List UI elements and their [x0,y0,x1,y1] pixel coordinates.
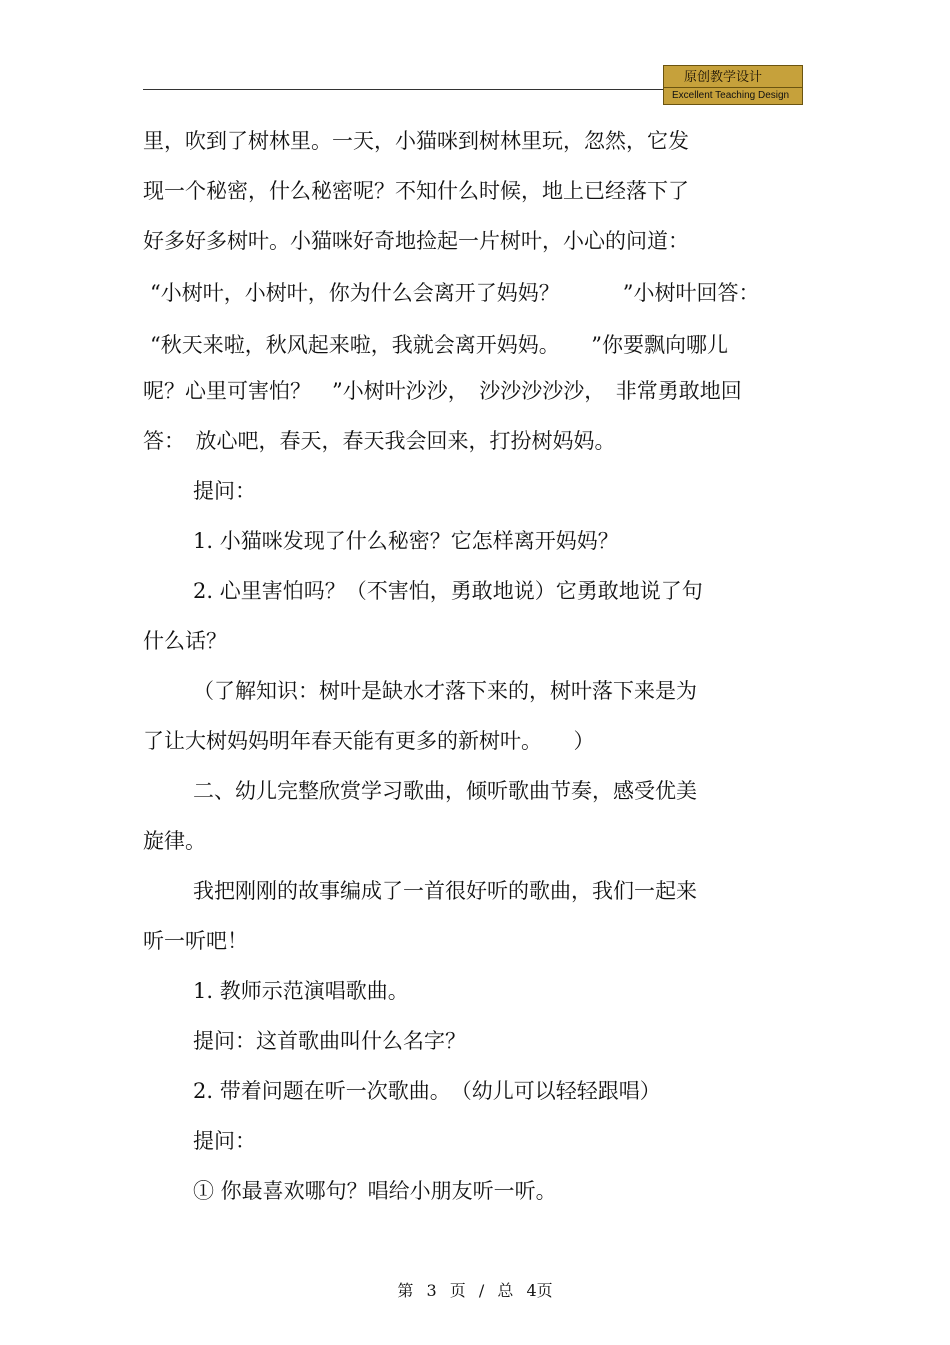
page-footer [0,1278,950,1301]
footer-page-current: 3 [426,1281,437,1300]
body-line: 答： 放心吧，春天，春天我会回来，打扮树妈妈。 [143,429,616,453]
body-line: 呢？心里可害怕？ ”小树叶沙沙， 沙沙沙沙沙， 非常勇敢地回 [143,379,742,403]
body-line: 什么话？ [143,629,227,653]
body-line: “小树叶，小树叶，你为什么会离开了妈妈？ ”小树叶回答： [150,281,760,305]
body-line: 我把刚刚的故事编成了一首很好听的歌曲，我们一起来 [193,879,697,903]
body-line: 二、幼儿完整欣赏学习歌曲，倾听歌曲节奏，感受优美 [193,779,697,803]
body-line: （了解知识：树叶是缺水才落下来的，树叶落下来是为 [193,679,697,703]
body-line: 现一个秘密，什么秘密呢？不知什么时候，地上已经落下了 [143,179,689,203]
footer-page-prefix: 第 [397,1281,414,1300]
badge-title-en: Excellent Teaching Design [663,88,803,105]
body-line: 了让大树妈妈明年春天能有更多的新树叶。 ） [143,729,595,753]
body-line: 好多好多树叶。小猫咪好奇地捡起一片树叶，小心的问道： [143,229,689,253]
body-line: 2. 带着问题在听一次歌曲。 （幼儿可以轻轻跟唱） [193,1079,661,1103]
body-line: 1. 教师示范演唱歌曲。 [193,979,409,1003]
header-badge [663,65,803,105]
body-line: 里，吹到了树林里。一天，小猫咪到树林里玩，忽然，它发 [143,129,689,153]
footer-total-label: 总 [497,1281,514,1300]
body-line: ① 你最喜欢哪句？唱给小朋友听一听。 [193,1179,557,1203]
footer-page-label: 页 [449,1281,466,1300]
body-line: “秋天来啦，秋风起来啦，我就会离开妈妈。 ”你要飘向哪儿 [150,333,728,357]
badge-title-cn: 原创教学设计 [663,65,803,88]
body-line: 提问： [193,479,256,503]
body-line: 听一听吧！ [143,929,248,953]
body-line: 旋律。 [143,829,206,853]
footer-separator: / [478,1281,485,1300]
body-line: 提问：这首歌曲叫什么名字？ [193,1029,466,1053]
header-rule [143,89,663,90]
body-line: 提问： [193,1129,256,1153]
footer-page-total: 4页 [526,1281,553,1300]
body-line: 2. 心里害怕吗？（不害怕，勇敢地说）它勇敢地说了句 [193,579,703,603]
body-line: 1. 小猫咪发现了什么秘密？它怎样离开妈妈？ [193,529,619,553]
